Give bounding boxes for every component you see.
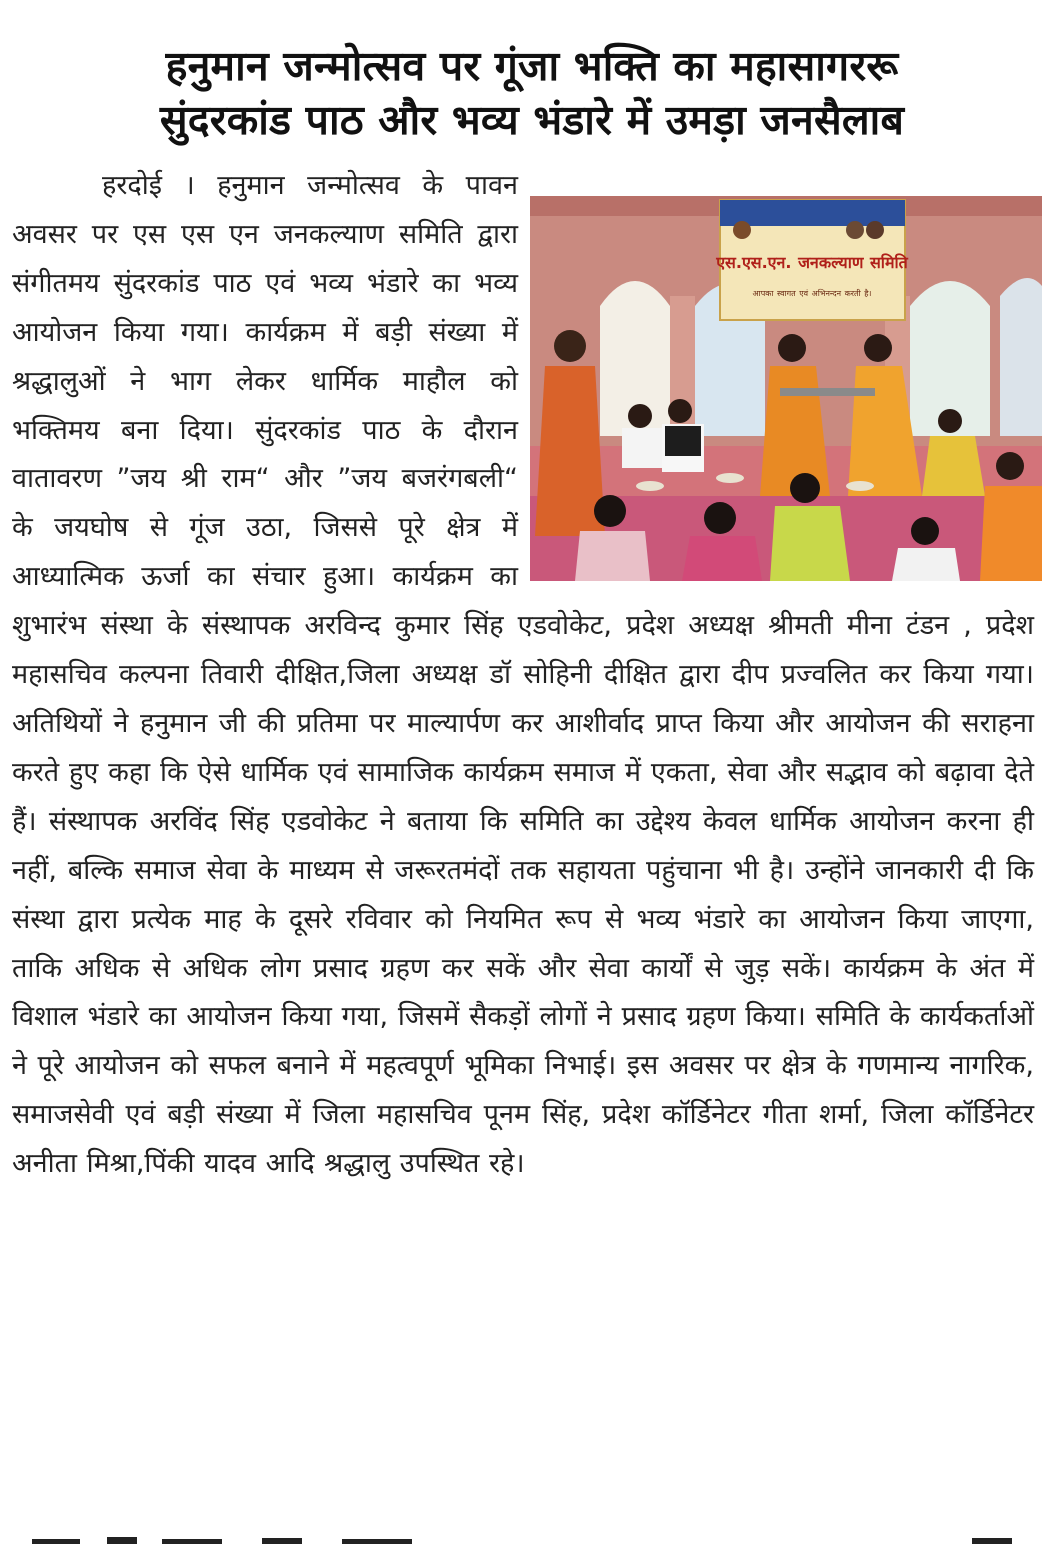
event-photo	[530, 196, 1042, 581]
banner-title: एस.एस.एन. जनकल्याण समिति	[716, 253, 908, 272]
next-article-cutoff	[12, 1530, 1052, 1544]
event-photo-illustration	[530, 196, 1042, 581]
headline-line-1: हनुमान जन्मोत्सव पर गूंजा भक्ति का महासागररू	[165, 42, 899, 91]
cutoff-glyph-tops	[12, 1531, 1052, 1544]
headline-line-2: सुंदरकांड पाठ और भव्य भंडारे में उमड़ा जनसैलाब	[159, 96, 905, 145]
article-body	[12, 162, 1034, 1189]
banner-subtitle: आपका स्वागत एवं अभिनन्दन करती है।	[752, 289, 872, 298]
headline	[10, 39, 1054, 147]
article-paragraph: हरदोई । हनुमान जन्मोत्सव के पावन अवसर पर एस एस एन जनकल्याण समिति द्वारा संगीतमय सुंदरकांड पाठ एवं भव्य भंडारे का भव्य आयोजन किया गया। कार्यक्रम में बड़ी संख्या में श्रद्धालुओं ने भाग लेकर धार्मिक माहौल को भक्तिमय बना दिया। सुंदरकांड पाठ के दौरान वातावरण ”जय श्री राम“ और ”जय बजरंगबली“ के जयघोष से गूंज उठा, जिससे पूरे क्षेत्र में आध्यात्मिक ऊर्जा का संचार हुआ। कार्यक्रम का शुभारंभ संस्था के संस्थापक अरविन्द कुमार सिंह एडवोकेट, प्रदेश अध्यक्ष श्रीमती मीना टंडन , प्रदेश महासचिव कल्पना तिवारी दीक्षित,जिला अध्यक्ष डॉ सोहिनी दीक्षित द्वारा दीप प्रज्वलित कर किया गया। अतिथियों ने हनुमान जी की प्रतिमा पर माल्यार्पण कर आशीर्वाद प्राप्त किया और आयोजन की सराहना करते हुए कहा कि ऐसे धार्मिक एवं सामाजिक कार्यक्रम समाज में एकता, सेवा और सद्भाव को बढ़ावा देते हैं। संस्थापक अरविंद सिंह एडवोकेट ने बताया कि समिति का उद्देश्य केवल धार्मिक आयोजन करना ही नहीं, बल्कि समाज सेवा के माध्यम से जरूरतमंदों तक सहायता पहुंचाना भी है। उन्होंने जानकारी दी कि संस्था द्वारा प्रत्येक माह के दूसरे रविवार को नियमित रूप से भव्य भंडारे का आयोजन किया जाएगा, ताकि अधिक से अधिक लोग प्रसाद ग्रहण कर सकें और सेवा कार्यों से जुड़ सकें। कार्यक्रम के अंत में विशाल भंडारे का आयोजन किया गया, जिसमें सैकड़ों लोगों ने प्रसाद ग्रहण किया। समिति के कार्यकर्ताओं ने पूरे आयोजन को सफल बनाने में महत्वपूर्ण भूमिका निभाई। इस अवसर पर क्षेत्र के गणमान्य नागरिक, समाजसेवी एवं बड़ी संख्या में जिला महासचिव पूनम सिंह, प्रदेश कॉर्डिनेटर गीता शर्मा, जिला कॉर्डिनेटर अनीता मिश्रा,पिंकी यादव आदि श्रद्धालु उपस्थित रहे।	[12, 170, 1034, 1180]
